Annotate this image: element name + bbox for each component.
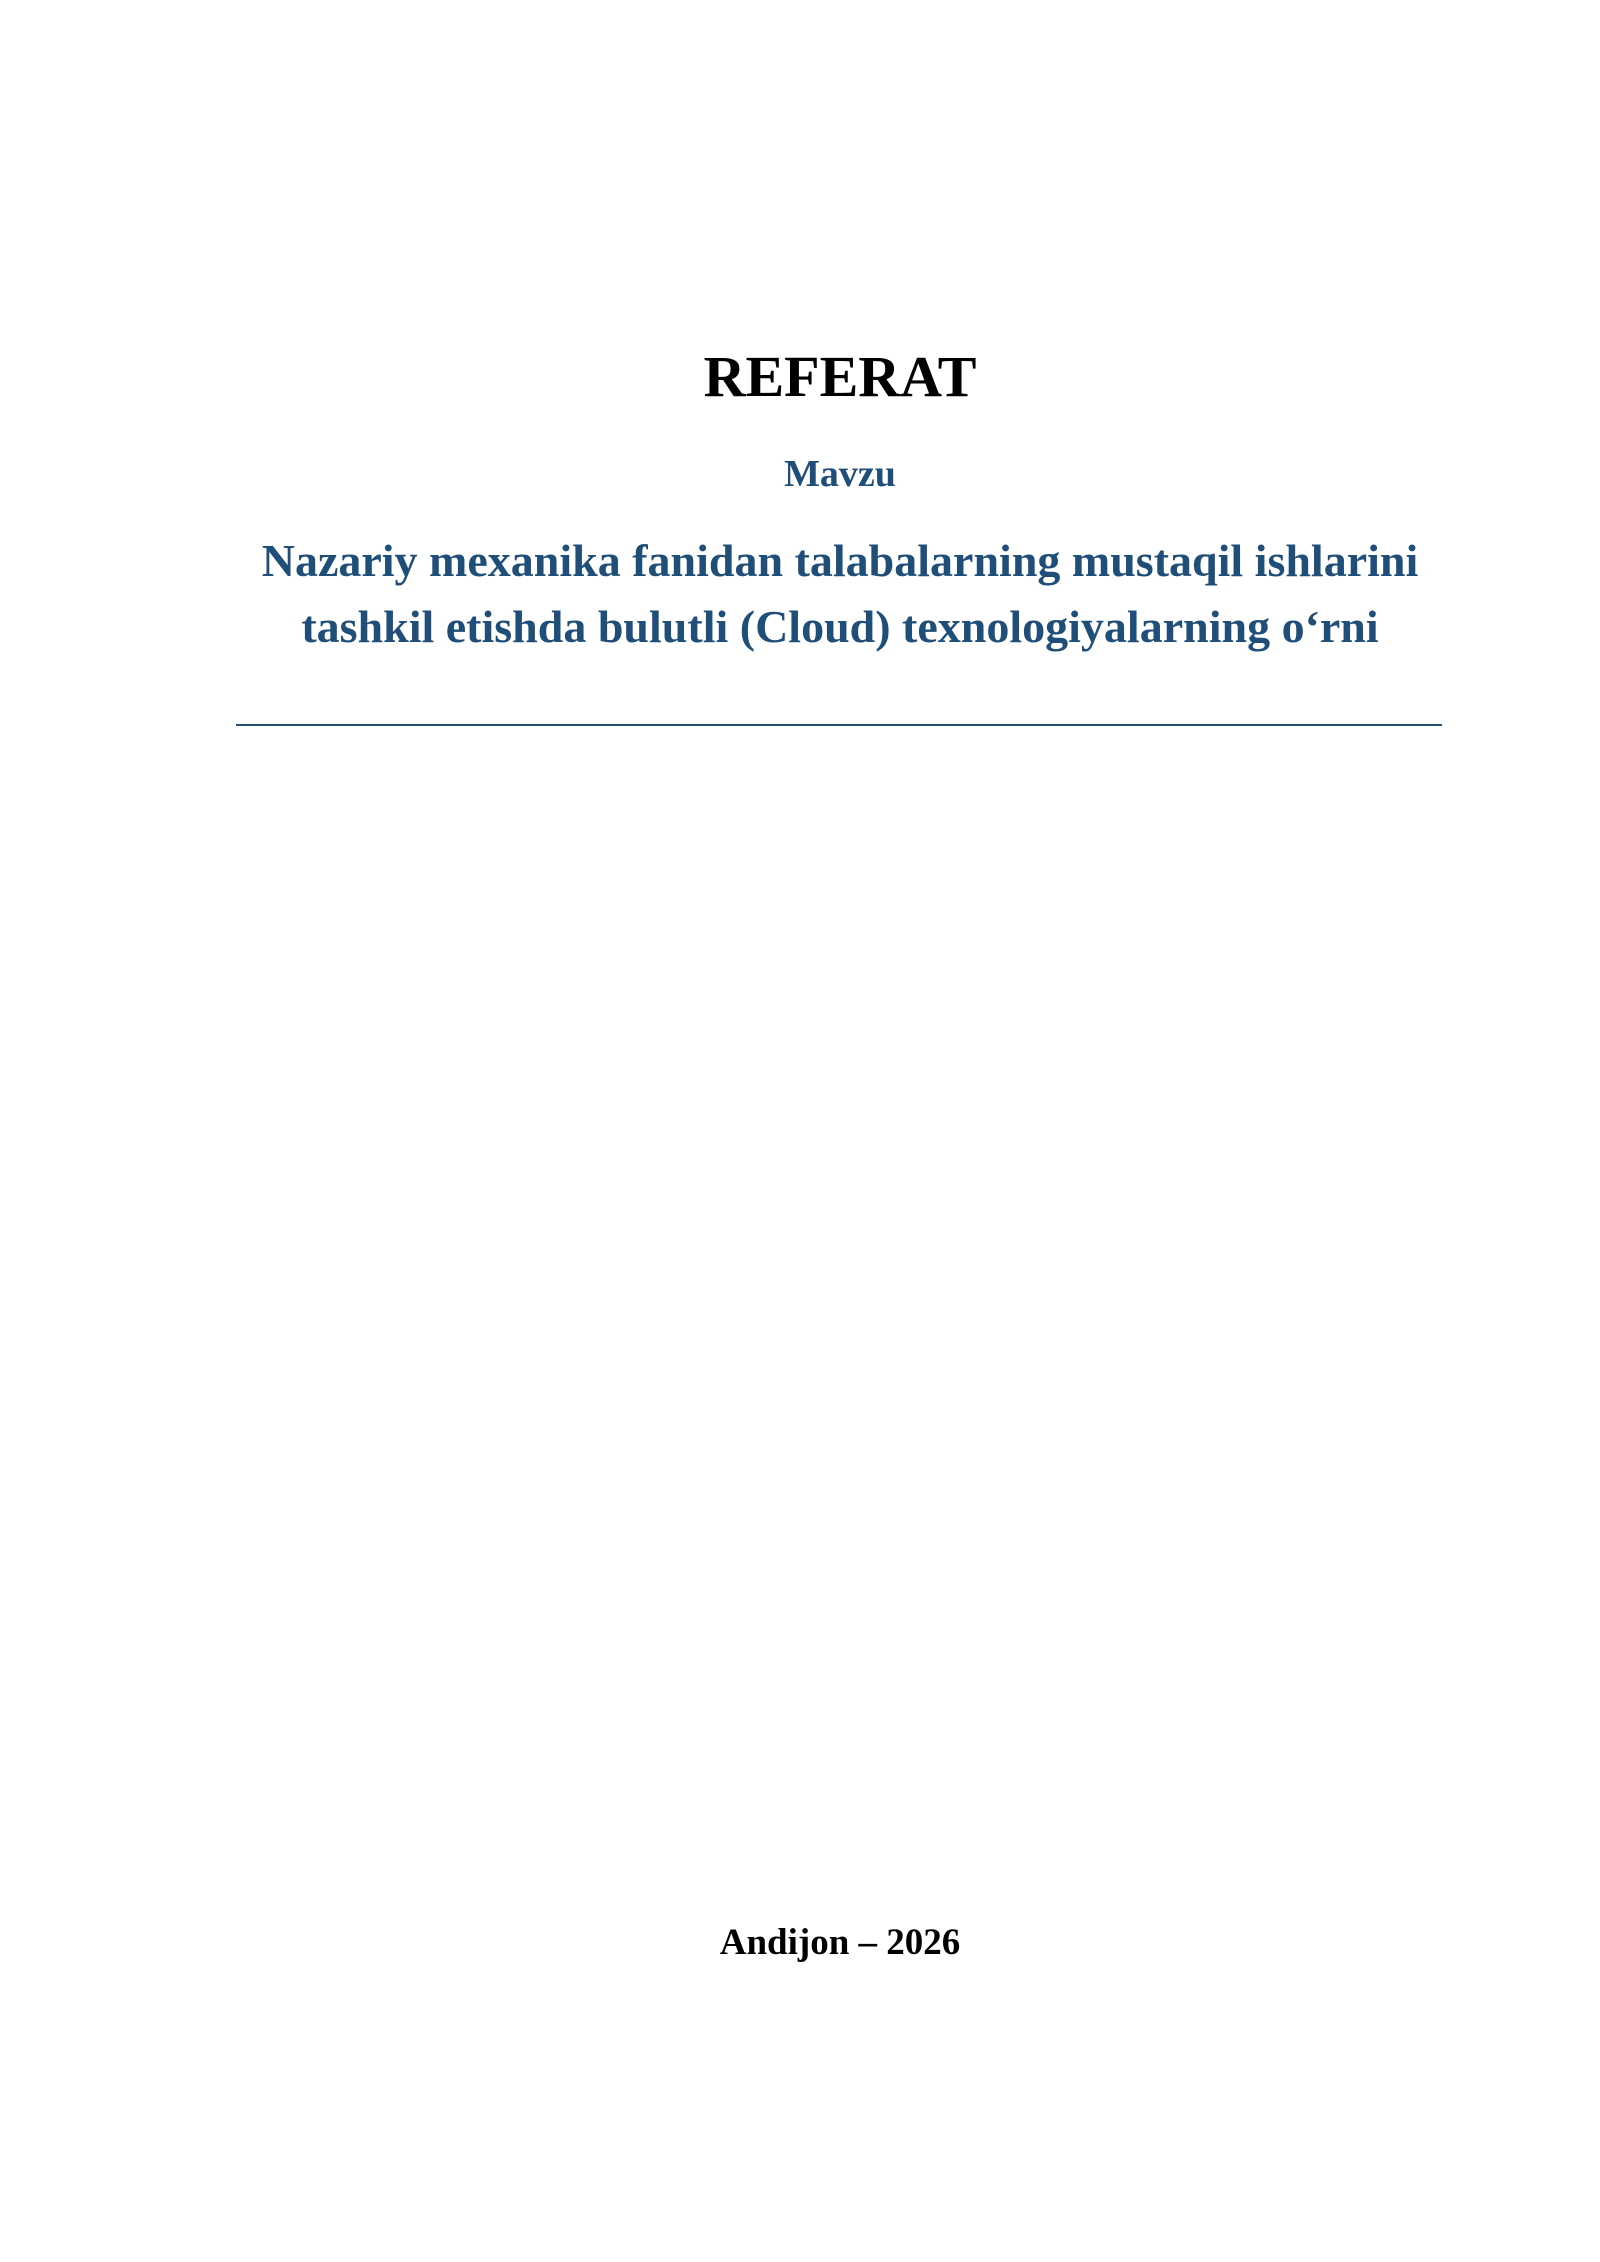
topic-text — [200, 528, 1480, 660]
place-and-year: Andijon – 2026 — [719, 1922, 961, 1963]
topic-label: Mavzu — [784, 453, 896, 495]
document-title: REFERAT — [703, 344, 977, 409]
title-divider — [236, 724, 1442, 726]
topic-line-2: tashkil etishda bulutli (Cloud) texnologiyalarning o‘rni — [301, 601, 1379, 652]
topic-line-1: Nazariy mexanika fanidan talabalarning mustaqil ishlarini — [261, 535, 1419, 586]
